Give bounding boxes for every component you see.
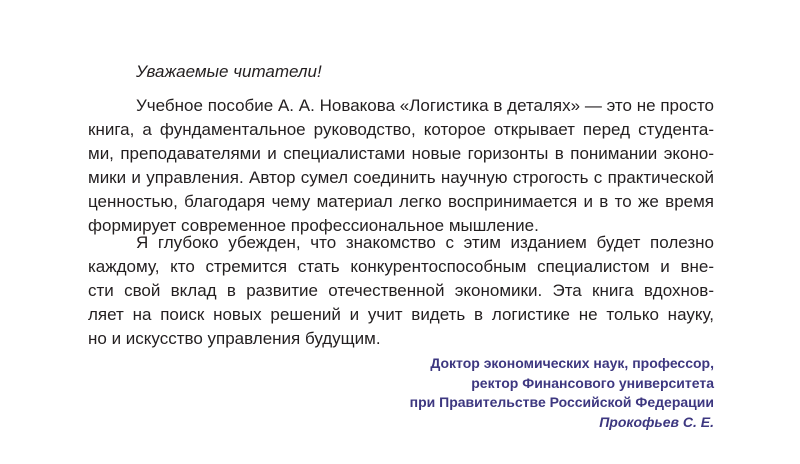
signature-organization: при Правительстве Российской Федерации	[409, 394, 714, 410]
paragraph-line: формирует современное профессиональное мышление.	[88, 216, 539, 236]
paragraph-line: ляет на поиск новых решений и учит видеть в логистике не только науку,	[88, 305, 714, 325]
paragraph-2	[88, 231, 714, 351]
paragraph-line: сти свой вклад в развитие отечественной экономики. Эта книга вдохнов-	[88, 281, 714, 301]
salutation: Уважаемые читатели!	[136, 62, 322, 81]
document-page	[88, 0, 714, 464]
paragraph-line: ценностью, благодаря чему материал легко воспринимается и в то же время	[88, 192, 714, 212]
paragraph-line: ми, преподавателями и специалистами новые горизонты в понимании эконо-	[88, 144, 714, 164]
paragraph-line: каждому, кто стремится стать конкурентоспособным специалистом и вне-	[88, 257, 714, 277]
paragraph-line: Я глубоко убежден, что знакомство с этим изданием будет полезно	[136, 233, 714, 252]
signature-name: Прокофьев С. Е.	[599, 413, 714, 430]
signature-block	[410, 354, 714, 432]
signature-degree: Доктор экономических наук, профессор,	[430, 355, 714, 371]
paragraph-line: но и искусство управления будущим.	[88, 329, 381, 349]
paragraph-line: книга, а фундаментальное руководство, которое открывает перед студента-	[88, 120, 714, 140]
paragraph-line: Учебное пособие А. А. Новакова «Логистика в деталях» — это не просто	[136, 96, 714, 115]
paragraph-1	[88, 94, 714, 239]
paragraph-line: мики и управления. Автор сумел соединить научную строгость с практической	[88, 168, 714, 188]
signature-position: ректор Финансового университета	[471, 374, 714, 391]
